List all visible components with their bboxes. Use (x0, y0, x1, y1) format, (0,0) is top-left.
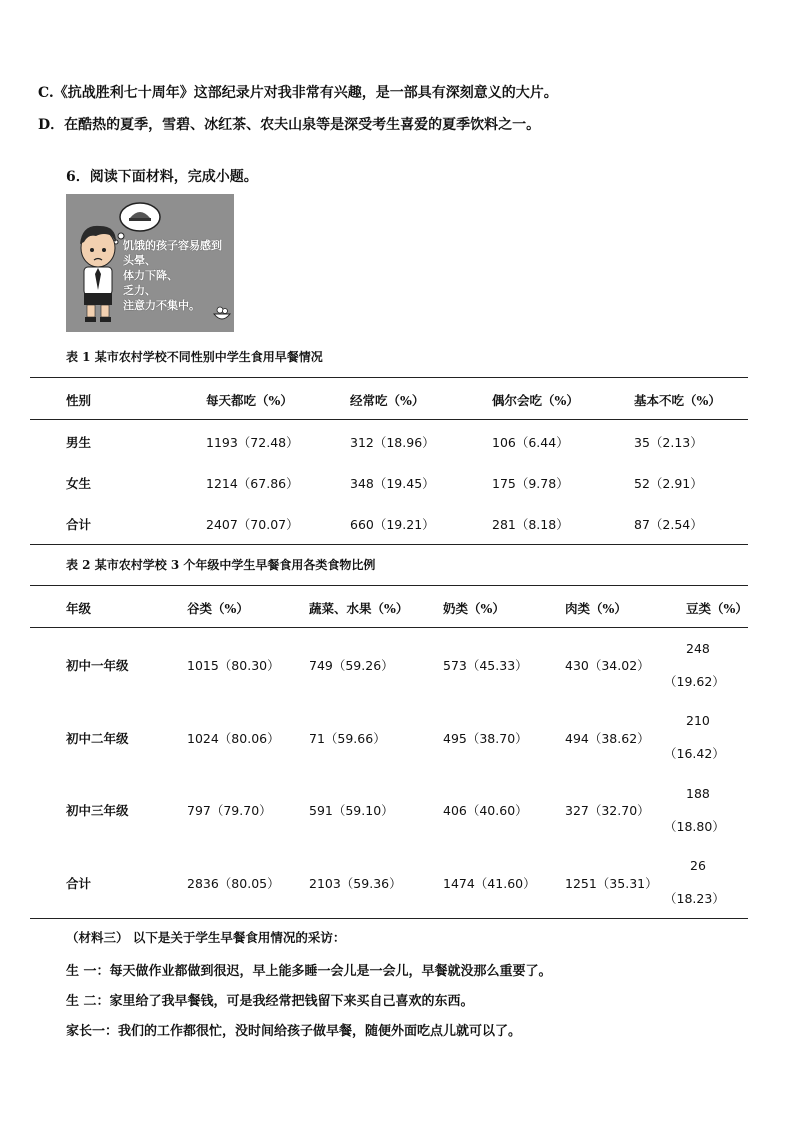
table2-top-rule (30, 585, 748, 586)
table1-header: 基本不吃（%） (634, 393, 721, 408)
table2-cell: 749（59.26） (309, 658, 394, 673)
table2-header: 谷类（%） (187, 601, 249, 616)
table2-cell: （19.62） (664, 674, 725, 689)
table1-cell: 87（2.54） (634, 517, 703, 532)
table2-cell: （18.23） (664, 891, 725, 906)
table2-cell: 210 (686, 713, 710, 728)
interview-line: 生 一：每天做作业都做到很迟，早上能多睡一会儿是一会儿，早餐就没那么重要了。 (66, 964, 552, 979)
table1-header: 每天都吃（%） (206, 393, 293, 408)
table2-row-label: 初中一年级 (66, 658, 129, 673)
table1-cell: 1193（72.48） (206, 435, 299, 450)
table2-cell: 1024（80.06） (187, 731, 280, 746)
illustration-line: 乏力、 (123, 284, 156, 297)
table1-cell: 2407（70.07） (206, 517, 299, 532)
table2-cell: 495（38.70） (443, 731, 528, 746)
table1-caption: 表 1 某市农村学校不同性别中学生食用早餐情况 (66, 350, 323, 364)
illustration-line: 注意力不集中。 (123, 299, 200, 312)
table2-cell: 2836（80.05） (187, 876, 280, 891)
table1-cell: 660（19.21） (350, 517, 435, 532)
table2-cell: 591（59.10） (309, 803, 394, 818)
table2-bottom-rule (30, 918, 748, 919)
question-6-prompt: 6．阅读下面材料，完成小题。 (66, 169, 258, 185)
illustration-text (123, 238, 222, 313)
table1-cell: 281（8.18） (492, 517, 569, 532)
table2-cell: 494（38.62） (565, 731, 650, 746)
table1-cell: 312（18.96） (350, 435, 435, 450)
hungry-child-illustration (66, 194, 234, 332)
table1-cell: 52（2.91） (634, 476, 703, 491)
table1-header: 经常吃（%） (350, 393, 425, 408)
table1-header: 性别 (66, 393, 92, 408)
option-d: D．在酷热的夏季，雪碧、冰红茶、农夫山泉等是深受考生喜爱的夏季饮料之一。 (38, 117, 541, 133)
table2-header: 奶类（%） (443, 601, 505, 616)
table2-header: 年级 (66, 601, 92, 616)
table2-row-label: 初中二年级 (66, 731, 129, 746)
table2-cell: 2103（59.36） (309, 876, 402, 891)
table1-top-rule (30, 377, 748, 378)
table2-cell: 406（40.60） (443, 803, 528, 818)
table2-cell: 188 (686, 786, 710, 801)
table1-row-label: 男生 (66, 435, 92, 450)
table2-cell: 71（59.66） (309, 731, 386, 746)
table1-header: 偶尔会吃（%） (492, 393, 579, 408)
table2-cell: 1474（41.60） (443, 876, 536, 891)
table1-cell: 106（6.44） (492, 435, 569, 450)
table2-row-label: 初中三年级 (66, 803, 129, 818)
option-c: C.《抗战胜利七十周年》这部纪录片对我非常有兴趣，是一部具有深刻意义的大片。 (38, 85, 558, 101)
table2-cell: 26 (690, 858, 706, 873)
table1-cell: 348（19.45） (350, 476, 435, 491)
table2-cell: 327（32.70） (565, 803, 650, 818)
illustration-line: 体力下降、 (123, 269, 178, 282)
illustration-line: 饥饿的孩子容易感到 (123, 239, 222, 252)
table2-header: 蔬菜、水果（%） (309, 601, 409, 616)
table1-cell: 35（2.13） (634, 435, 703, 450)
table2-header: 豆类（%） (686, 601, 748, 616)
table1-bottom-rule (30, 544, 748, 545)
table1-row-label: 合计 (66, 517, 92, 532)
illustration-line: 头晕、 (123, 254, 156, 267)
table1-header-rule (30, 419, 748, 420)
table2-row-label: 合计 (66, 876, 92, 891)
table2-header-rule (30, 627, 748, 628)
table2-cell: 797（79.70） (187, 803, 272, 818)
table2-cell: （16.42） (664, 746, 725, 761)
table2-cell: 430（34.02） (565, 658, 650, 673)
table2-cell: 1251（35.31） (565, 876, 658, 891)
interview-line: 家长一：我们的工作都很忙，没时间给孩子做早餐，随便外面吃点儿就可以了。 (66, 1024, 522, 1039)
table2-header: 肉类（%） (565, 601, 627, 616)
table2-cell: 573（45.33） (443, 658, 528, 673)
table2-caption: 表 2 某市农村学校 3 个年级中学生早餐食用各类食物比例 (66, 558, 376, 572)
table1-row-label: 女生 (66, 476, 92, 491)
material3-title: （材料三） 以下是关于学生早餐食用情况的采访： (66, 930, 346, 945)
table2-cell: 248 (686, 641, 710, 656)
table1-cell: 175（9.78） (492, 476, 569, 491)
table2-cell: 1015（80.30） (187, 658, 280, 673)
interview-line: 生 二：家里给了我早餐钱，可是我经常把钱留下来买自己喜欢的东西。 (66, 994, 474, 1009)
table1-cell: 1214（67.86） (206, 476, 299, 491)
table2-cell: （18.80） (664, 819, 725, 834)
